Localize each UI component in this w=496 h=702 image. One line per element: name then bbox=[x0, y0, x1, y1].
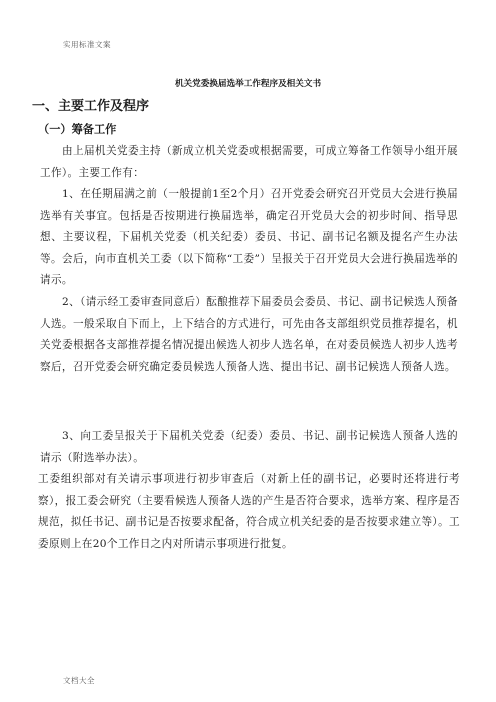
subsection-heading: （一）筹备工作 bbox=[38, 123, 117, 136]
page-footer-note: 文档大全 bbox=[63, 676, 95, 685]
paragraph-step-1: 1、在任期届满之前（一般提前1至2个月）召开党委会研究召开党员大会进行换届选举有关事宜。包括是否按期进行换届选举，确定召开党员大会的初步时间、指导思想、主要议程，下届机关党委（机关纪委）委员、书记、副书记名额及提名产生办法等。会后，向市直机关工委（以下简称“工委”）呈报关于召开党员大会进行换届选举的请示。 bbox=[40, 188, 458, 286]
paragraph-step-3: 3、向工委呈报关于下届机关党委（纪委）委员、书记、副书记候选人预备人选的请示（附选举办法）。 bbox=[40, 430, 458, 464]
paragraph-intro: 由上届机关党委主持（新成立机关党委或根据需要，可成立筹备工作领导小组开展工作）。主要工作有： bbox=[40, 145, 458, 179]
paragraph-review: 工委组织部对有关请示事项进行初步审查后（对新上任的副书记，必要时还将进行考察），报工委会研究（主要看候选人预备人选的产生是否符合要求，选举方案、程序是否规范，拟任书记、副书记是否按要求配备，符合成立机关纪委的是否按要求建立等）。工委原则上在20个工作日之内对所请示事项进行批复。 bbox=[38, 473, 460, 550]
document-title: 机关党委换届选举工作程序及相关文书 bbox=[174, 79, 322, 89]
paragraph-step-2: 2、（请示经工委审查同意后）酝酿推荐下届委员会委员、书记、副书记候选人预备人选。一般采取自下而上，上下结合的方式进行，可先由各支部组织党员推荐提名，机关党委根据各支部推荐提名情况提出候选人初步人选名单，在对委员候选人初步人选考察后，召开党委会研究确定委员候选人预备人选、提出书记、副书记候选人预备人选。 bbox=[40, 296, 458, 373]
page-header-note: 实用标准文案 bbox=[63, 40, 111, 49]
section-heading: 一、主要工作及程序 bbox=[32, 99, 150, 114]
